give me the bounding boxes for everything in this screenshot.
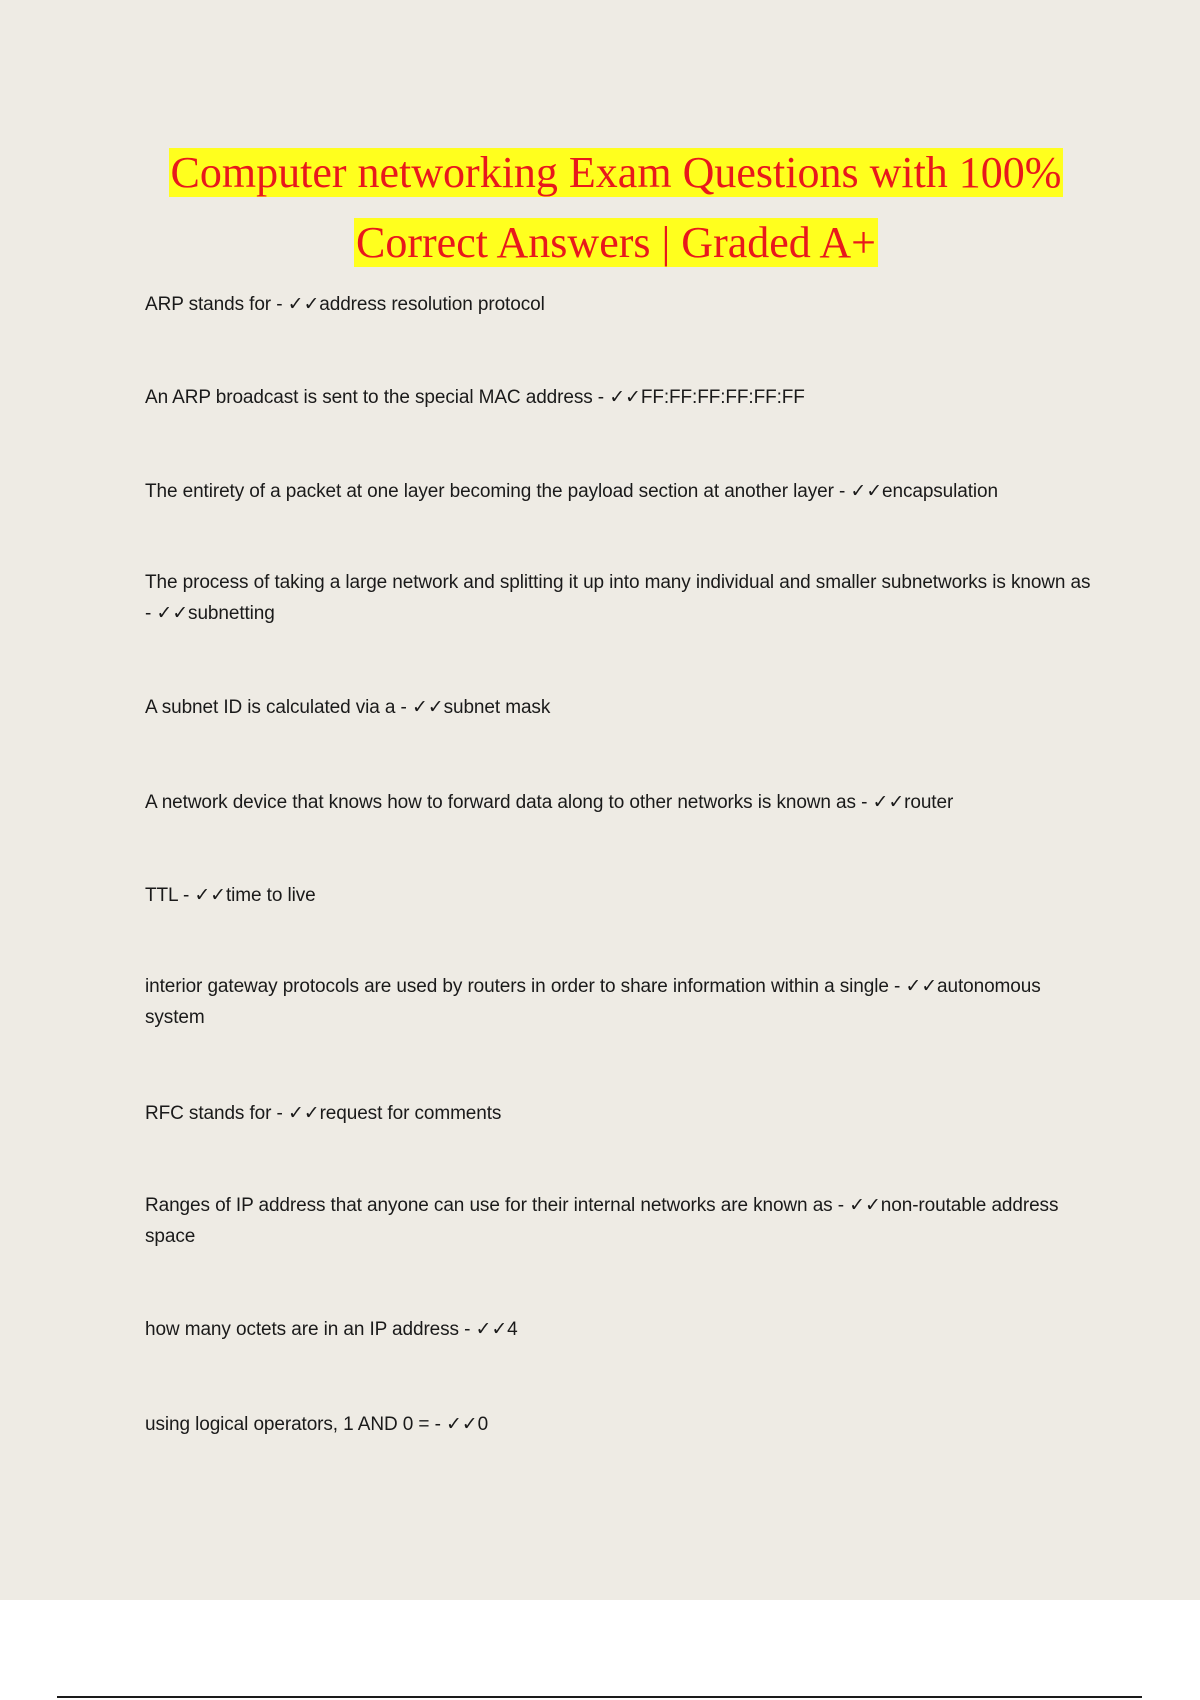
qa-item: The process of taking a large network and splitting it up into many individual and smaller subnetworks is known as - ✓✓subnetting [145, 572, 1091, 624]
qa-item: TTL - ✓✓time to live [145, 885, 316, 906]
qa-item: RFC stands for - ✓✓request for comments [145, 1103, 502, 1124]
qa-item: how many octets are in an IP address - ✓✓4 [145, 1319, 518, 1340]
qa-item: ARP stands for - ✓✓address resolution protocol [145, 294, 545, 315]
qa-item: using logical operators, 1 AND 0 = - ✓✓0 [145, 1414, 489, 1435]
qa-item: An ARP broadcast is sent to the special MAC address - ✓✓FF:FF:FF:FF:FF:FF [145, 387, 805, 408]
qa-item: The entirety of a packet at one layer becoming the payload section at another layer - ✓✓encapsulation [145, 481, 998, 502]
document-title [100, 138, 1132, 278]
qa-item: A network device that knows how to forward data along to other networks is known as - ✓✓router [145, 792, 954, 813]
qa-item: interior gateway protocols are used by routers in order to share information within a single - ✓✓autonomous system [145, 976, 1041, 1028]
qa-item: A subnet ID is calculated via a - ✓✓subnet mask [145, 697, 551, 718]
document-title-line-2: Correct Answers | Graded A+ [356, 218, 876, 267]
footer-divider [57, 1696, 1142, 1698]
document-title-line-1: Computer networking Exam Questions with 100% [170, 148, 1062, 197]
qa-item: Ranges of IP address that anyone can use for their internal networks are known as - ✓✓non-routable address space [145, 1195, 1059, 1247]
